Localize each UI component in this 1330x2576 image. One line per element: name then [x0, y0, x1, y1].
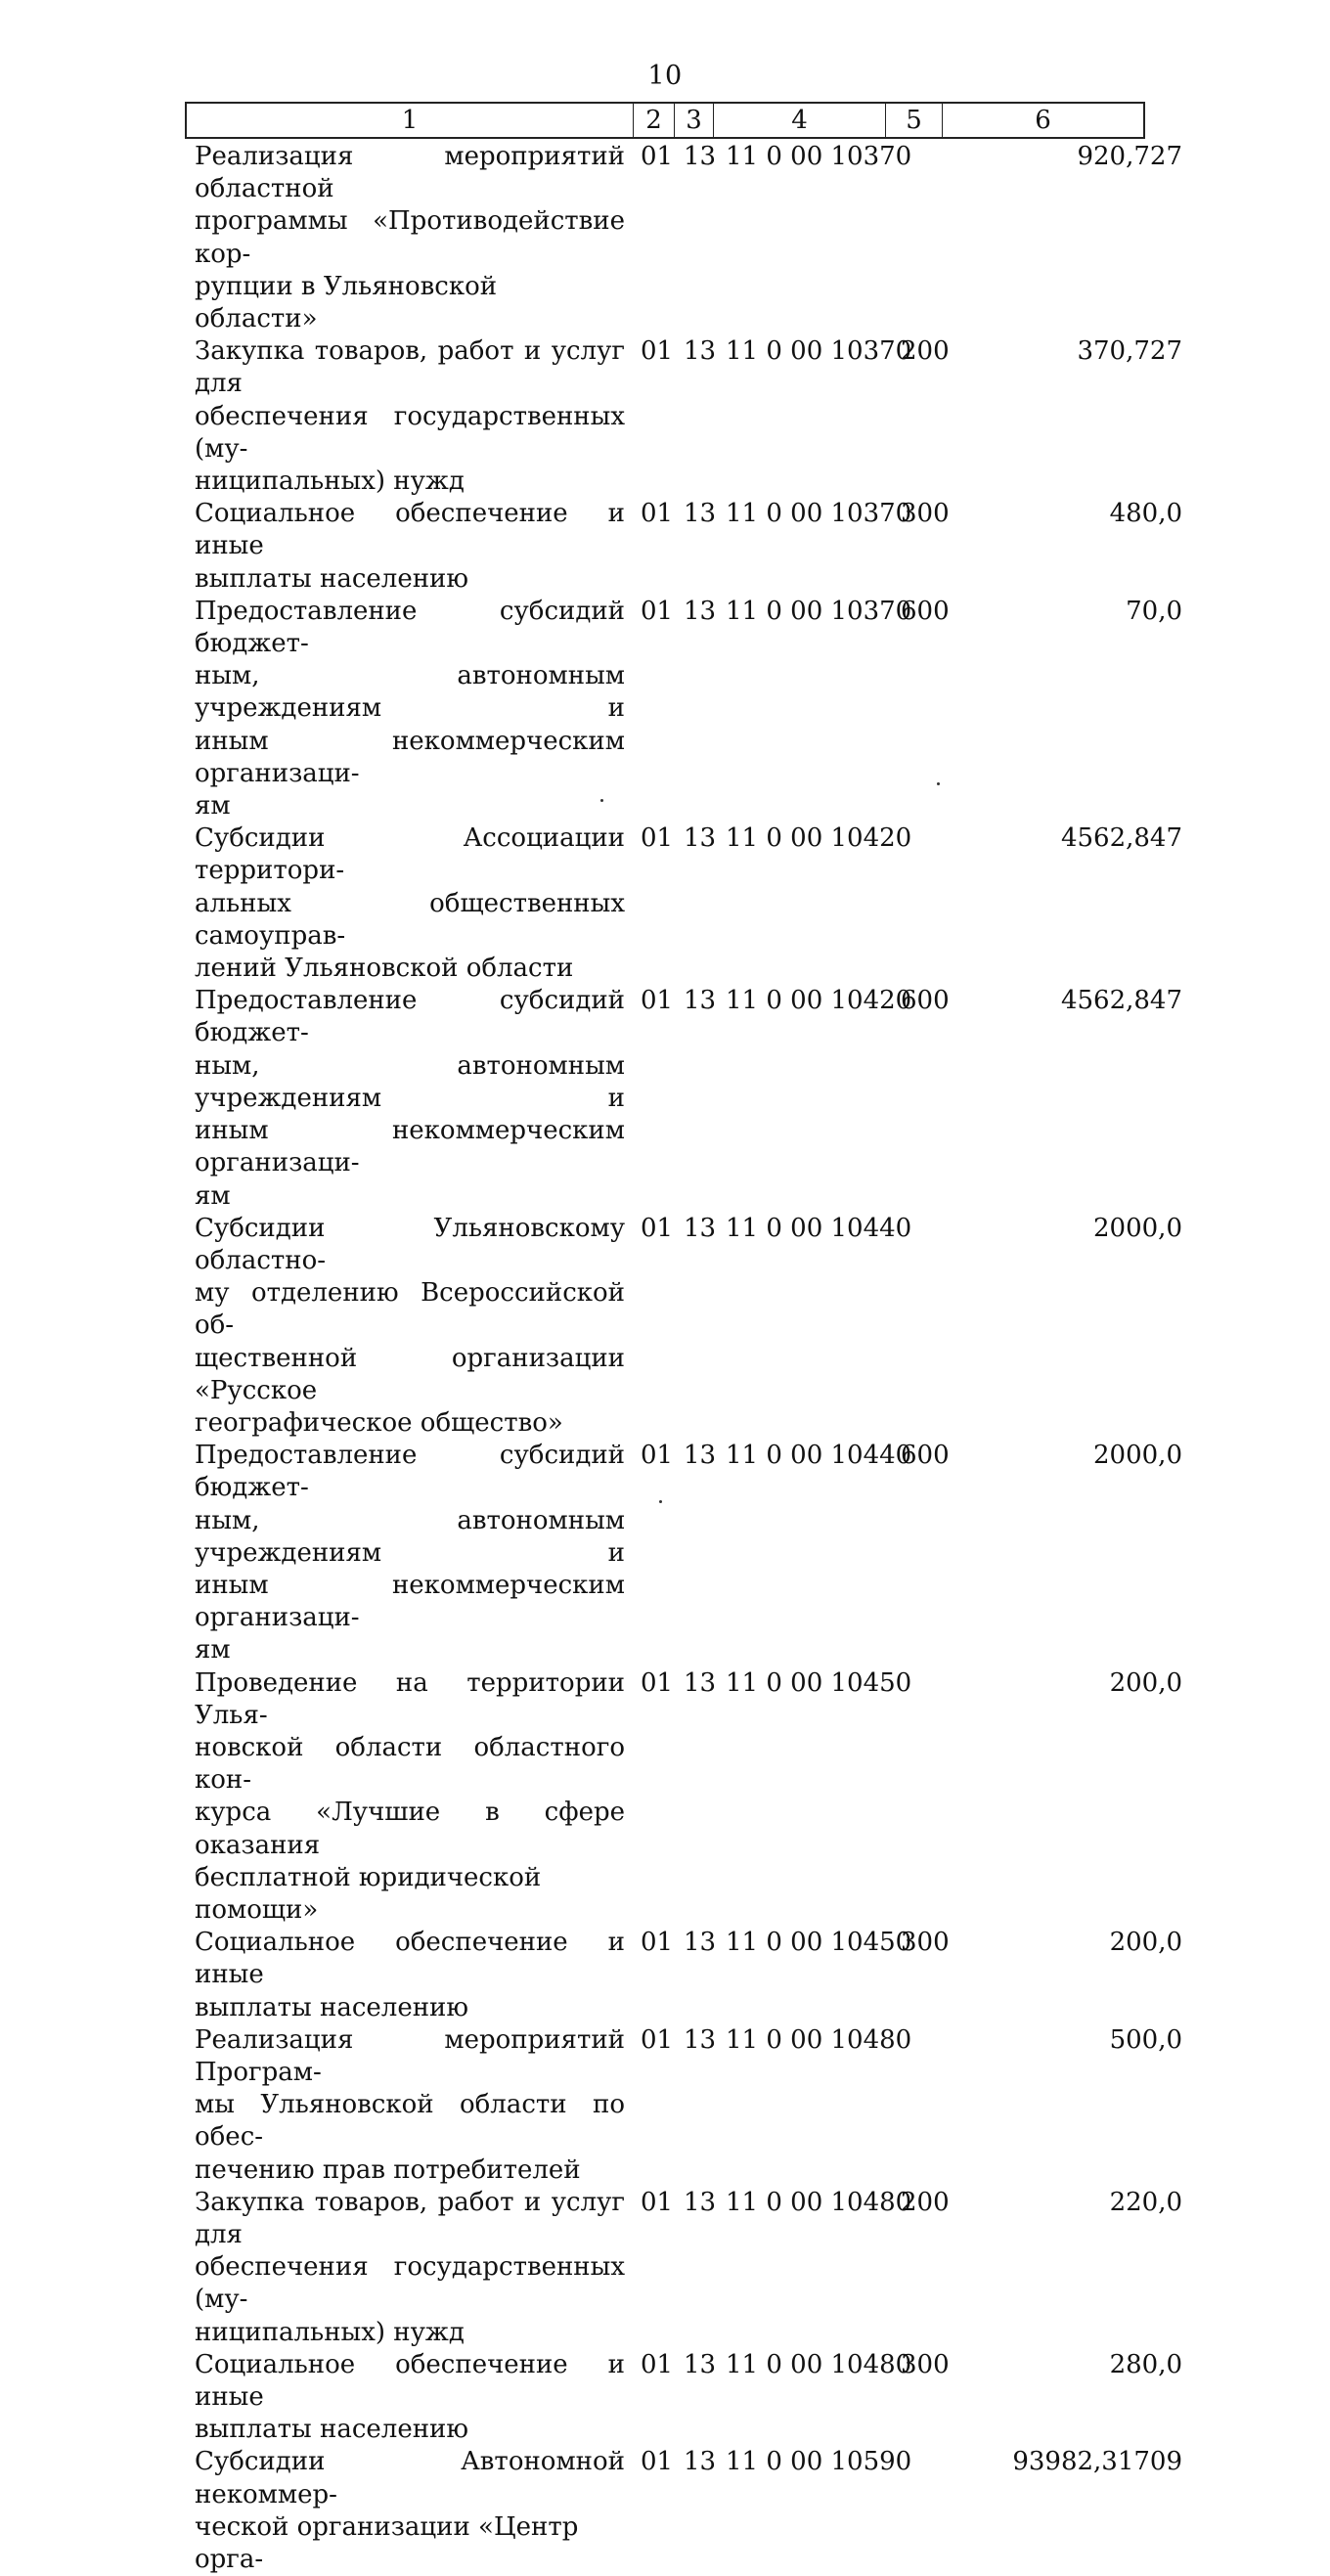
description-line: бесплатной юридической помощи»: [195, 1862, 542, 1925]
table-header: [185, 102, 1145, 139]
row-description: [185, 2024, 625, 2187]
description-line: ниципальных) нужд: [195, 2317, 465, 2347]
row-article: 11 0 00 10420: [726, 823, 912, 854]
table-body: [185, 141, 1182, 2576]
header-col-6: 6: [1035, 106, 1051, 135]
row-expense-type: 300: [901, 2349, 950, 2379]
row-expense-type: 200: [901, 336, 950, 367]
description-line: Закупка товаров, работ и услуг для: [195, 2187, 625, 2249]
description-line: рупции в Ульяновской области»: [195, 271, 498, 334]
description-line: Реализация мероприятий Програм-: [195, 2024, 625, 2087]
row-section: 01: [641, 499, 674, 529]
description-line: выплаты населению: [195, 2415, 468, 2445]
row-expense-type: 600: [901, 986, 950, 1016]
table-row: [185, 1213, 1182, 1440]
row-amount: 4562,847: [1060, 986, 1182, 1016]
row-article: 11 0 00 10370: [726, 336, 912, 367]
description-line: ным, автономным учреждениям и: [195, 1505, 625, 1568]
row-subsection: 13: [684, 2187, 717, 2217]
description-line: обеспечения государственных (му-: [195, 2252, 625, 2315]
row-amount: 280,0: [1109, 2349, 1182, 2379]
row-expense-type: 600: [901, 1441, 950, 1471]
row-expense-type: 300: [901, 499, 950, 529]
row-article: 11 0 00 10480: [726, 2349, 912, 2379]
row-section: 01: [641, 2024, 674, 2055]
row-section: 01: [641, 1441, 674, 1471]
description-line: иным некоммерческим организаци-: [195, 1570, 625, 1633]
description-line: ным, автономным учреждениям и: [195, 661, 625, 724]
row-amount: 93982,31709: [1012, 2447, 1182, 2477]
description-line: му отделению Всероссийской об-: [195, 1278, 625, 1341]
scan-speck: [600, 799, 603, 802]
description-line: Субсидии Ульяновскому областно-: [195, 1213, 625, 1275]
description-line: Проведение на территории Улья-: [195, 1667, 625, 1730]
description-line: иным некоммерческим организаци-: [195, 726, 625, 788]
row-subsection: 13: [684, 142, 717, 171]
description-line: лений Ульяновской области: [195, 954, 574, 984]
header-col-3: 3: [675, 104, 714, 137]
row-description: [185, 1440, 625, 1666]
row-article: 11 0 00 10440: [726, 1213, 912, 1243]
row-article: 11 0 00 10450: [726, 1667, 912, 1698]
row-description: [185, 498, 625, 596]
row-subsection: 13: [684, 1441, 717, 1471]
row-article: 11 0 00 10590: [726, 2447, 912, 2477]
description-line: мы Ульяновской области по обес-: [195, 2090, 625, 2153]
description-line: альных общественных самоуправ-: [195, 888, 625, 951]
description-line: программы «Противодействие кор-: [195, 206, 625, 269]
description-line: новской области областного кон-: [195, 1732, 625, 1796]
scan-speck: [937, 782, 940, 785]
row-article: 11 0 00 10450: [726, 1928, 912, 1958]
description-line: печению прав потребителей: [195, 2154, 581, 2185]
table-row: [185, 141, 1182, 335]
description-line: выплаты населению: [195, 563, 468, 594]
description-line: курса «Лучшие в сфере оказания: [195, 1798, 625, 1860]
description-line: Закупка товаров, работ и услуг для: [195, 336, 625, 399]
row-description: [185, 1667, 625, 1928]
row-section: 01: [641, 1928, 674, 1958]
row-subsection: 13: [684, 2024, 717, 2055]
table-row: [185, 596, 1182, 822]
row-amount: 920,727: [1077, 142, 1182, 171]
description-line: Социальное обеспечение и иные: [195, 499, 625, 561]
row-description: [185, 2446, 625, 2576]
row-subsection: 13: [684, 1213, 717, 1243]
table-row: [185, 1927, 1182, 2024]
row-subsection: 13: [684, 499, 717, 529]
table-row: [185, 2349, 1182, 2447]
description-line: Предоставление субсидий бюджет-: [195, 596, 625, 659]
row-description: [185, 822, 625, 985]
description-line: Предоставление субсидий бюджет-: [195, 1441, 625, 1503]
row-subsection: 13: [684, 596, 717, 626]
header-col-5: 5: [886, 104, 943, 137]
description-line: ям: [195, 791, 231, 822]
row-article: 11 0 00 10440: [726, 1441, 912, 1471]
row-description: [185, 2349, 625, 2447]
row-expense-type: 200: [901, 2187, 950, 2217]
description-line: щественной организации «Русское: [195, 1343, 625, 1405]
row-article: 11 0 00 10370: [726, 142, 912, 171]
row-expense-type: 600: [901, 596, 950, 626]
row-description: [185, 2187, 625, 2349]
row-expense-type: 300: [901, 1928, 950, 1958]
row-section: 01: [641, 596, 674, 626]
row-section: 01: [641, 2349, 674, 2379]
row-section: 01: [641, 986, 674, 1016]
table-row: [185, 985, 1182, 1212]
row-amount: 220,0: [1109, 2187, 1182, 2217]
description-line: Предоставление субсидий бюджет-: [195, 986, 625, 1048]
description-line: ям: [195, 1180, 231, 1211]
description-line: ниципальных) нужд: [195, 466, 465, 497]
description-line: ным, автономным учреждениям и: [195, 1050, 625, 1113]
row-section: 01: [641, 1667, 674, 1698]
description-line: ческой организации «Центр орга-: [195, 2511, 579, 2575]
row-section: 01: [641, 2187, 674, 2217]
description-line: географическое общество»: [195, 1407, 563, 1438]
row-amount: 200,0: [1109, 1667, 1182, 1698]
page-number: 10: [647, 61, 683, 91]
row-subsection: 13: [684, 2349, 717, 2379]
description-line: выплаты населению: [195, 1992, 468, 2022]
description-line: обеспечения государственных (му-: [195, 401, 625, 464]
description-line: Субсидии Автономной некоммер-: [195, 2447, 625, 2509]
row-section: 01: [641, 823, 674, 854]
row-subsection: 13: [684, 1928, 717, 1958]
description-line: Социальное обеспечение и иные: [195, 1928, 625, 1990]
row-amount: 4562,847: [1060, 823, 1182, 854]
row-article: 11 0 00 10480: [726, 2187, 912, 2217]
row-section: 01: [641, 336, 674, 367]
row-description: [185, 596, 625, 822]
header-col-4: 4: [714, 104, 886, 137]
row-section: 01: [641, 142, 674, 171]
row-amount: 200,0: [1109, 1928, 1182, 1958]
row-article: 11 0 00 10420: [726, 986, 912, 1016]
row-section: 01: [641, 1213, 674, 1243]
header-col-1: 1: [187, 104, 634, 137]
row-amount: 70,0: [1126, 596, 1182, 626]
table-row: [185, 1440, 1182, 1666]
description-line: ям: [195, 1635, 231, 1666]
row-subsection: 13: [684, 1667, 717, 1698]
table-row: [185, 822, 1182, 985]
row-subsection: 13: [684, 2447, 717, 2477]
row-amount: 2000,0: [1093, 1213, 1182, 1243]
header-col-2: 2: [634, 104, 675, 137]
row-description: [185, 985, 625, 1212]
row-subsection: 13: [684, 823, 717, 854]
table-row: [185, 2446, 1182, 2576]
description-line: иным некоммерческим организаци-: [195, 1116, 625, 1178]
table-row: [185, 1667, 1182, 1928]
row-article: 11 0 00 10370: [726, 596, 912, 626]
row-amount: 480,0: [1109, 499, 1182, 529]
row-section: 01: [641, 2447, 674, 2477]
row-article: 11 0 00 10370: [726, 499, 912, 529]
table-row: [185, 2024, 1182, 2187]
description-line: Реализация мероприятий областной: [195, 142, 625, 204]
table-row: [185, 335, 1182, 498]
table-row: [185, 498, 1182, 596]
row-article: 11 0 00 10480: [726, 2024, 912, 2055]
row-amount: 500,0: [1109, 2024, 1182, 2055]
row-description: [185, 1927, 625, 2024]
row-description: [185, 1213, 625, 1440]
description-line: Социальное обеспечение и иные: [195, 2349, 625, 2413]
row-subsection: 13: [684, 986, 717, 1016]
table-row: [185, 2187, 1182, 2349]
row-amount: 2000,0: [1093, 1441, 1182, 1471]
row-amount: 370,727: [1077, 336, 1182, 367]
scan-speck: [659, 1500, 662, 1503]
row-description: [185, 335, 625, 498]
row-description: [185, 141, 625, 335]
description-line: Субсидии Ассоциации территори-: [195, 823, 625, 886]
row-subsection: 13: [684, 336, 717, 367]
